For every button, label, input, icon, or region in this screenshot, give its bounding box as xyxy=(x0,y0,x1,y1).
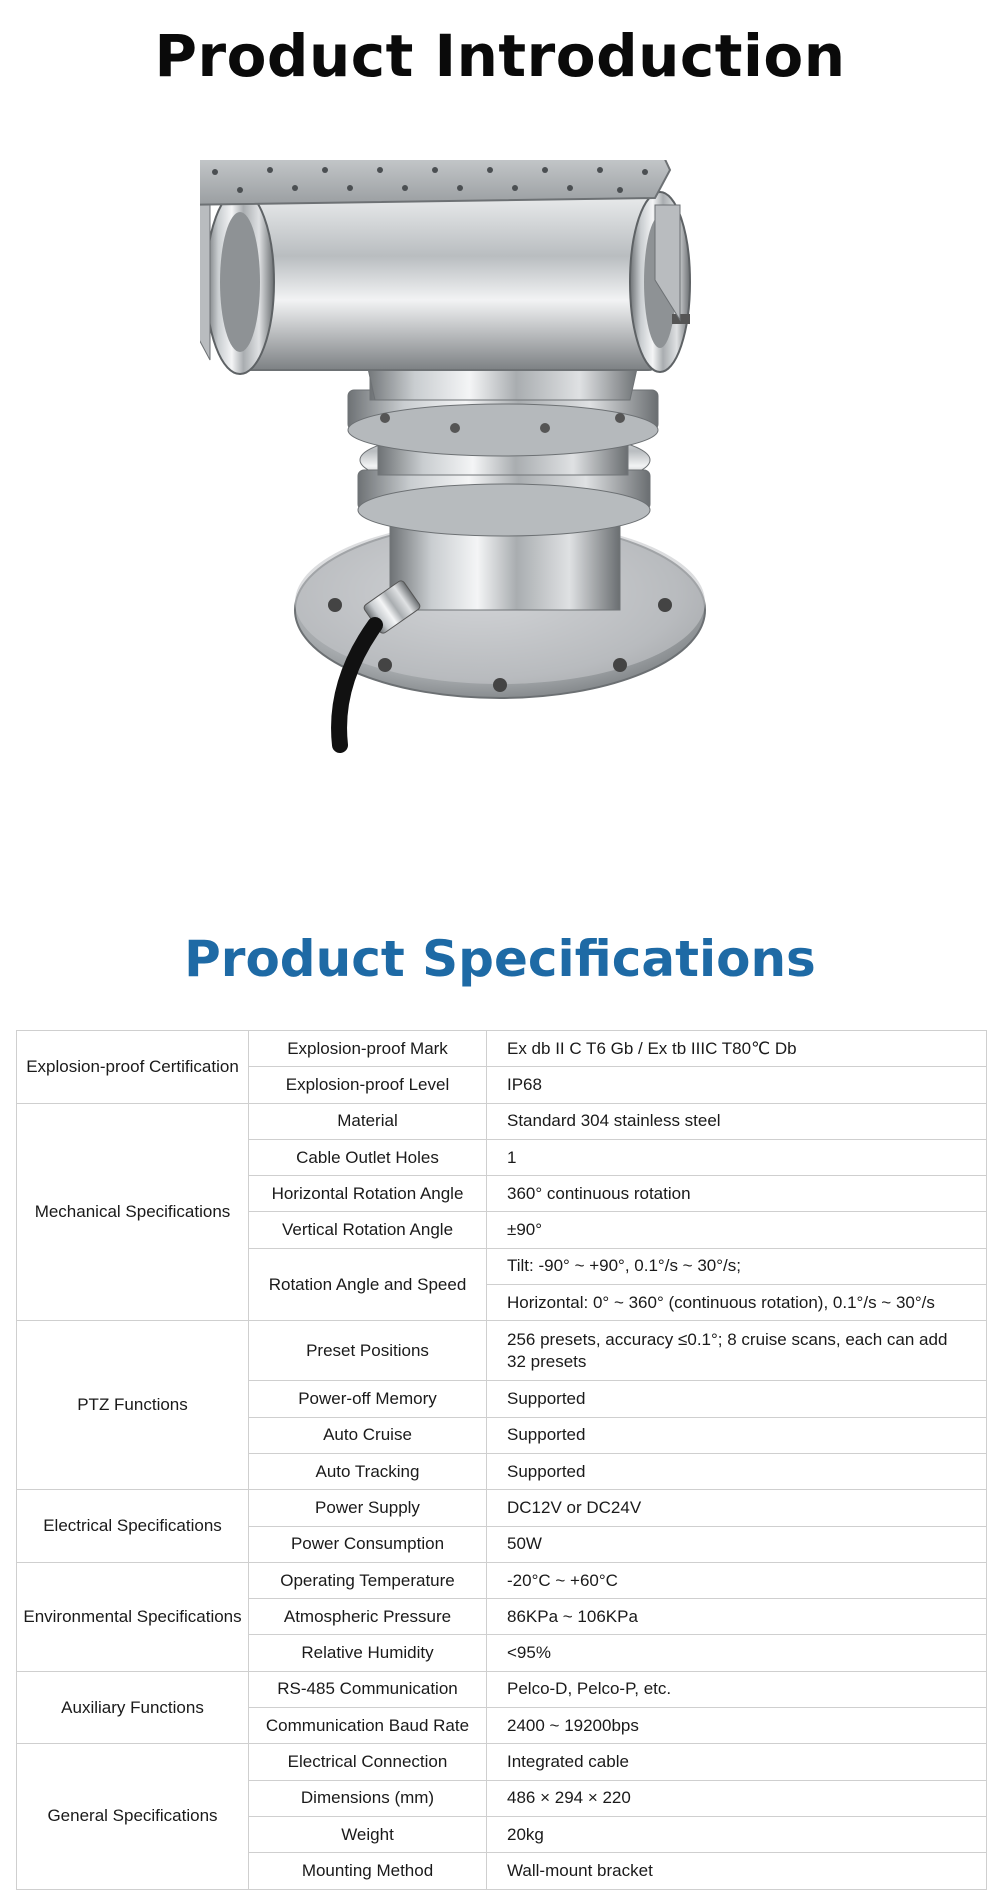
specifications-table xyxy=(16,1030,987,1890)
spec-item-value: 2400 ~ 19200bps xyxy=(487,1708,987,1744)
spec-item-name: RS-485 Communication xyxy=(249,1671,487,1707)
spec-item-name: Dimensions (mm) xyxy=(249,1780,487,1816)
spec-item-name: Horizontal Rotation Angle xyxy=(249,1176,487,1212)
spec-item-name: Auto Tracking xyxy=(249,1453,487,1489)
spec-category: General Specifications xyxy=(17,1744,249,1889)
spec-item-value: 486 × 294 × 220 xyxy=(487,1780,987,1816)
spec-item-value: Horizontal: 0° ~ 360° (continuous rotation), 0.1°/s ~ 30°/s xyxy=(487,1285,987,1321)
spec-item-name: Operating Temperature xyxy=(249,1562,487,1598)
product-specifications-title: Product Specifications xyxy=(184,930,816,988)
spec-item-value: Supported xyxy=(487,1453,987,1489)
spec-item-name: Power Supply xyxy=(249,1490,487,1526)
spec-row xyxy=(17,1031,987,1067)
spec-category: Explosion-proof Certification xyxy=(17,1031,249,1104)
spec-item-name: Material xyxy=(249,1103,487,1139)
spec-item-name: Relative Humidity xyxy=(249,1635,487,1671)
spec-item-name: Vertical Rotation Angle xyxy=(249,1212,487,1248)
spec-item-value: 1 xyxy=(487,1139,987,1175)
spec-item-value: Pelco-D, Pelco-P, etc. xyxy=(487,1671,987,1707)
spec-item-name: Communication Baud Rate xyxy=(249,1708,487,1744)
spec-item-value: Wall-mount bracket xyxy=(487,1853,987,1889)
spec-row xyxy=(17,1744,987,1780)
spec-item-value: ±90° xyxy=(487,1212,987,1248)
spec-item-value: Standard 304 stainless steel xyxy=(487,1103,987,1139)
spec-item-value: 360° continuous rotation xyxy=(487,1176,987,1212)
spec-item-name: Explosion-proof Mark xyxy=(249,1031,487,1067)
spec-row xyxy=(17,1562,987,1598)
spec-item-value: 86KPa ~ 106KPa xyxy=(487,1599,987,1635)
spec-item-value: -20°C ~ +60°C xyxy=(487,1562,987,1598)
spec-row xyxy=(17,1103,987,1139)
spec-item-value: <95% xyxy=(487,1635,987,1671)
spec-category: PTZ Functions xyxy=(17,1321,249,1490)
spec-item-value: Supported xyxy=(487,1381,987,1417)
spec-category: Environmental Specifications xyxy=(17,1562,249,1671)
spec-item-name: Explosion-proof Level xyxy=(249,1067,487,1103)
spec-category: Mechanical Specifications xyxy=(17,1103,249,1321)
spec-category: Electrical Specifications xyxy=(17,1490,249,1563)
specifications-table-body xyxy=(17,1031,987,1890)
spec-item-name: Cable Outlet Holes xyxy=(249,1139,487,1175)
spec-row xyxy=(17,1321,987,1381)
spec-item-name: Power-off Memory xyxy=(249,1381,487,1417)
spec-item-name: Auto Cruise xyxy=(249,1417,487,1453)
product-introduction-title: Product Introduction xyxy=(154,22,846,90)
spec-item-name: Weight xyxy=(249,1816,487,1852)
spec-item-value: DC12V or DC24V xyxy=(487,1490,987,1526)
spec-item-name: Power Consumption xyxy=(249,1526,487,1562)
spec-row xyxy=(17,1671,987,1707)
spec-item-value: 50W xyxy=(487,1526,987,1562)
product-image-ptz-camera xyxy=(200,160,820,905)
spec-item-value: Tilt: -90° ~ +90°, 0.1°/s ~ 30°/s; xyxy=(487,1248,987,1284)
spec-category: Auxiliary Functions xyxy=(17,1671,249,1744)
spec-item-value: IP68 xyxy=(487,1067,987,1103)
ptz-camera-illustration xyxy=(200,160,820,905)
spec-item-value: Integrated cable xyxy=(487,1744,987,1780)
spec-item-name: Electrical Connection xyxy=(249,1744,487,1780)
spec-item-value: 20kg xyxy=(487,1816,987,1852)
spec-item-value: Supported xyxy=(487,1417,987,1453)
spec-item-name: Mounting Method xyxy=(249,1853,487,1889)
spec-item-name: Atmospheric Pressure xyxy=(249,1599,487,1635)
spec-item-value: Ex db II C T6 Gb / Ex tb IIIC T80℃ Db xyxy=(487,1031,987,1067)
spec-item-name: Rotation Angle and Speed xyxy=(249,1248,487,1321)
spec-item-value: 256 presets, accuracy ≤0.1°; 8 cruise scans, each can add 32 presets xyxy=(487,1321,987,1381)
spec-row xyxy=(17,1490,987,1526)
spec-item-name: Preset Positions xyxy=(249,1321,487,1381)
